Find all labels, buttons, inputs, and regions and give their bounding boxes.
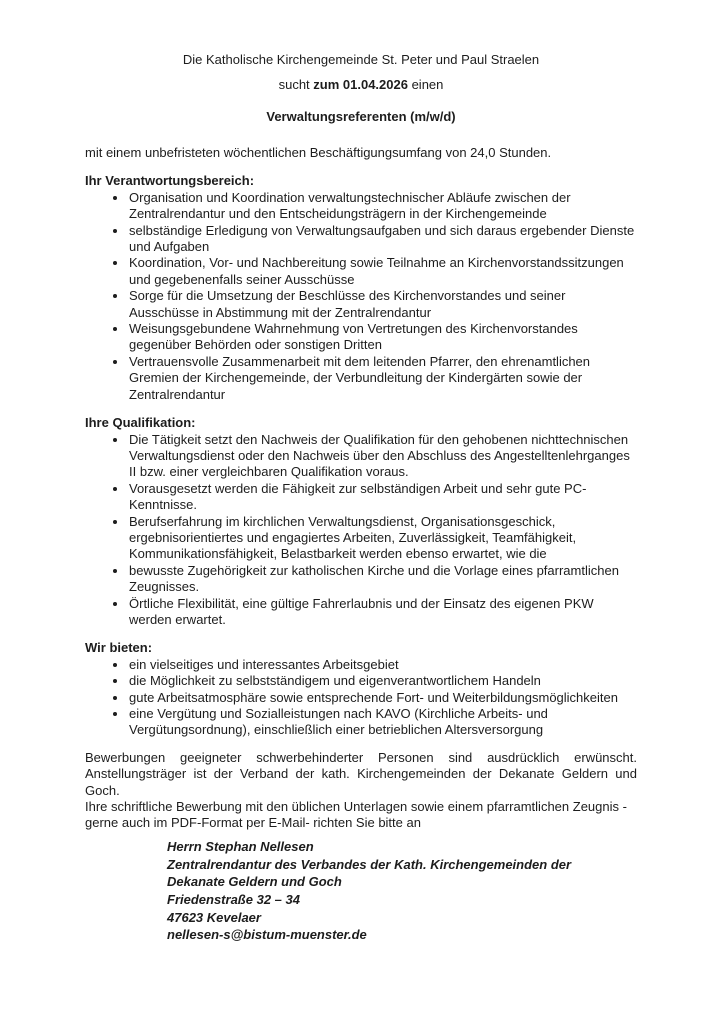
address-line: Friedenstraße 32 – 34 (167, 891, 300, 907)
bullet-list (85, 657, 637, 739)
contact-email: nellesen-s@bistum-muenster.de (167, 927, 367, 943)
intro-paragraph: mit einem unbefristeten wöchentlichen Beschäftigungsumfang von 24,0 Stunden. (85, 145, 552, 160)
bullet-item: • Berufserfahrung im kirchlichen Verwaltungsdienst, Organisationsgeschick, ergebnisorientiertes und engagiertes Arbeiten, Zuverlässigkeit, Teamfähigkeit, Kommunikationsfähigkeit, Belastbarkeit werden ebenso erwartet, wie die (128, 514, 637, 563)
address-line: Dekanate Geldern und Goch (167, 874, 342, 890)
closing-paragraph-disability: Bewerbungen geeigneter schwerbehinderter Personen sind ausdrücklich erwünscht. Anstellungsträger ist der Verband der kath. Kirchengemeinden der Dekanate Geldern und Goch. (85, 749, 637, 798)
header-line-2-prefix: sucht (278, 77, 314, 92)
sections-container (85, 173, 637, 738)
address-line: 47623 Kevelaer (167, 909, 261, 925)
header-line-2-suffix: einen (407, 77, 444, 92)
bullet-item: • Vorausgesetzt werden die Fähigkeit zur selbständigen Arbeit und sehr gute PC-Kenntnisse. (128, 481, 637, 514)
bullet-item: • selbständige Erledigung von Verwaltungsaufgaben und sich daraus ergebender Dienste und Aufgaben (128, 223, 637, 256)
closing-paragraph-application: Ihre schriftliche Bewerbung mit den üblichen Unterlagen sowie einem pfarramtlichen Zeugnis -gerne auch im PDF-Format per E-Mail- richten Sie bitte an (85, 799, 627, 831)
bullet-item: • gute Arbeitsatmosphäre sowie entsprechende Fort- und Weiterbildungsmöglichkeiten (128, 690, 637, 706)
job-title: Verwaltungsreferenten (m/w/d) (266, 109, 456, 124)
header-line-2 (85, 72, 637, 97)
start-date-bold: zum 01.04.2026 (313, 77, 408, 92)
address-line: Zentralrendantur des Verbandes der Kath. Kirchengemeinden der (167, 856, 572, 872)
address-block (167, 838, 637, 944)
bullet-item: • Örtliche Flexibilität, eine gültige Fahrerlaubnis und der Einsatz des eigenen PKW werden erwartet. (128, 596, 637, 629)
bullet-item: • bewusste Zugehörigkeit zur katholischen Kirche und die Vorlage eines pfarramtlichen Zeugnisses. (128, 563, 637, 596)
bullet-item: • Organisation und Koordination verwaltungstechnischer Abläufe zwischen der Zentralrendantur und den Entscheidungsträgern in der Kirchengemeinde (128, 190, 637, 223)
address-line: Herrn Stephan Nellesen (167, 838, 314, 854)
section-heading: Ihr Verantwortungsbereich: (85, 173, 255, 189)
bullet-item: • Weisungsgebundene Wahrnehmung von Vertretungen des Kirchenvorstandes gegenüber Behörden oder sonstigen Dritten (128, 321, 637, 354)
section-heading: Wir bieten: (85, 640, 153, 656)
section-heading: Ihre Qualifikation: (85, 415, 196, 431)
bullet-item: • Koordination, Vor- und Nachbereitung sowie Teilnahme an Kirchenvorstandssitzungen und gegebenenfalls seiner Ausschüsse (128, 255, 637, 288)
bullet-list (85, 190, 637, 403)
bullet-item: • ein vielseitiges und interessantes Arbeitsgebiet (128, 657, 637, 673)
bullet-item: • Vertrauensvolle Zusammenarbeit mit dem leitenden Pfarrer, den ehrenamtlichen Gremien der Kirchengemeinde, der Verbundleitung der Kindergärten sowie der Zentralrendantur (128, 354, 637, 403)
bullet-list (85, 432, 637, 629)
header-line-1: Die Katholische Kirchengemeinde St. Peter und Paul Straelen (182, 52, 540, 67)
document-header (85, 47, 637, 125)
bullet-item: • Sorge für die Umsetzung der Beschlüsse des Kirchenvorstandes und seiner Ausschüsse in Abstimmung mit der Zentralrendantur (128, 288, 637, 321)
bullet-item: • Die Tätigkeit setzt den Nachweis der Qualifikation für den gehobenen nichttechnischen Verwaltungsdienst oder den Nachweis über den Abschluss des Angestelltenlehrganges II bzw. einer vergleichbaren Qualifikation voraus. (128, 432, 637, 481)
bullet-item: • die Möglichkeit zu selbstständigem und eigenverantwortlichem Handeln (128, 673, 637, 689)
bullet-item: • eine Vergütung und Sozialleistungen nach KAVO (Kirchliche Arbeits- und Vergütungsordnung), einschließlich einer betrieblichen Altersversorgung (128, 706, 637, 739)
